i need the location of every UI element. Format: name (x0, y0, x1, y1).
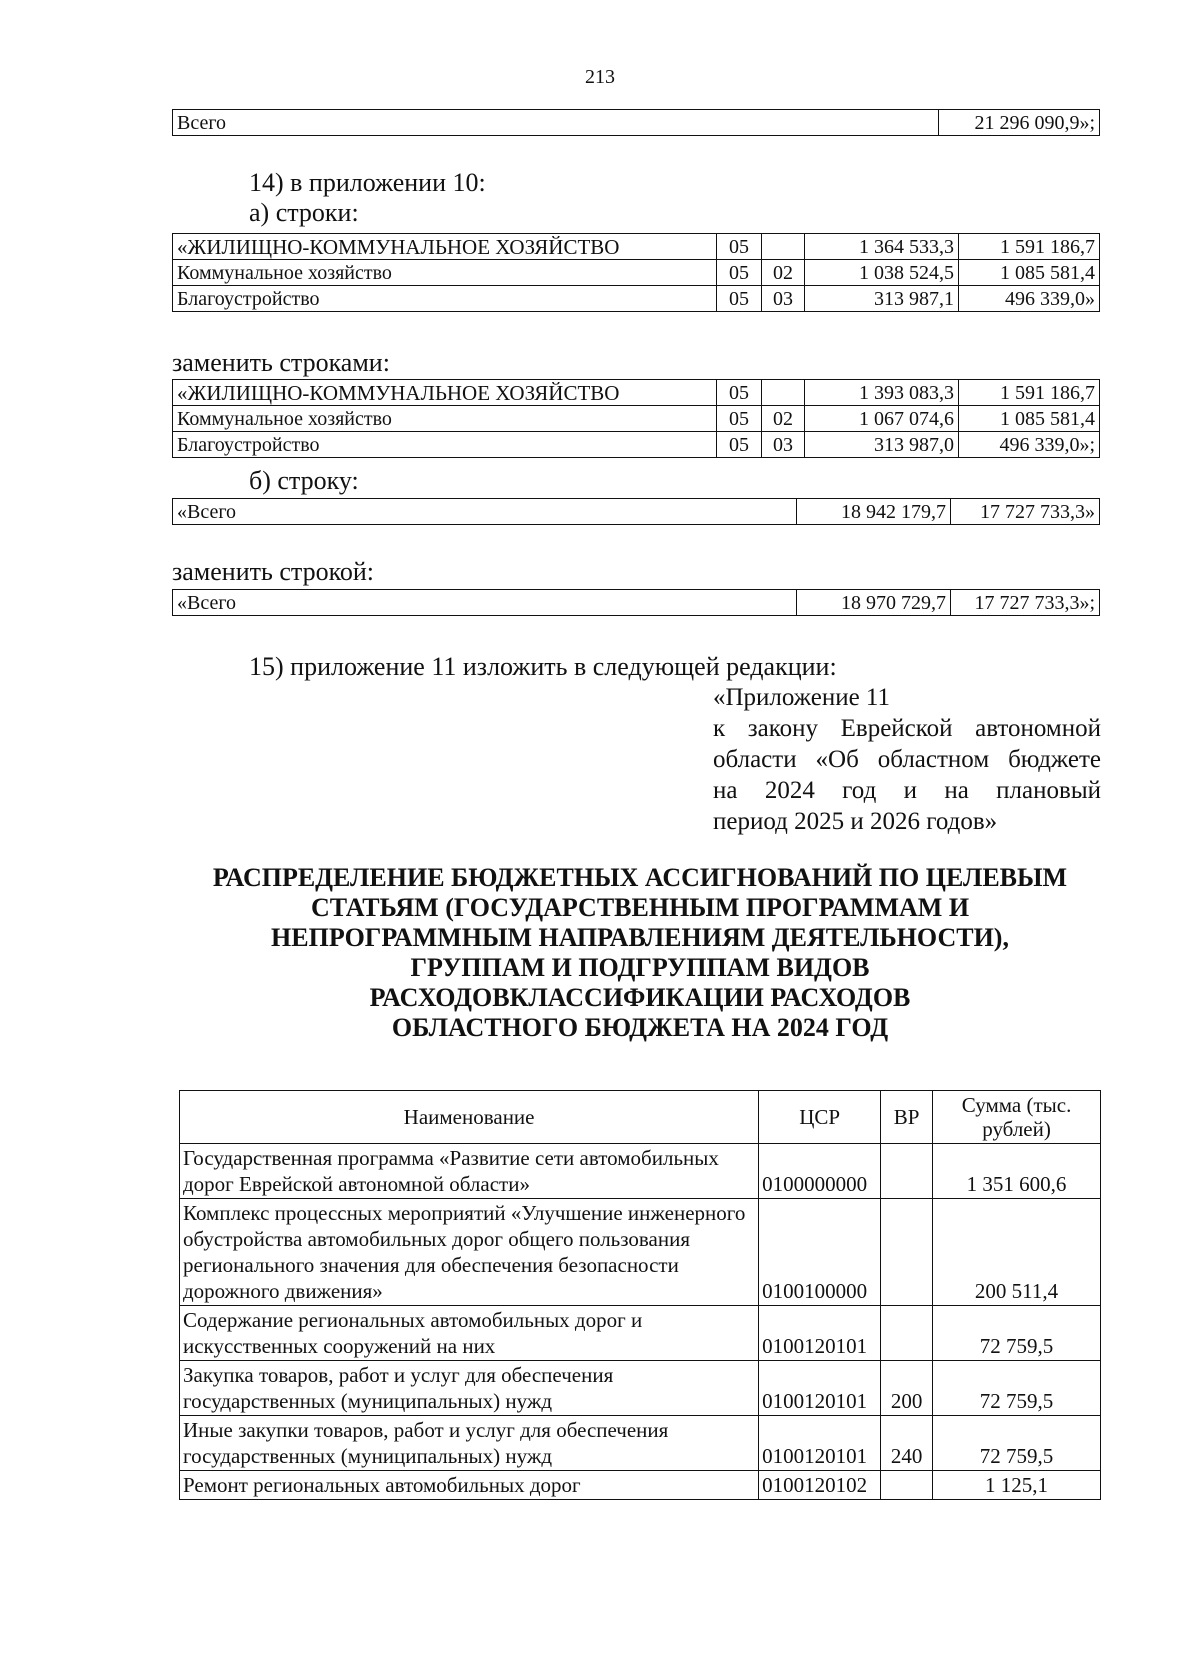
row-name: Комплекс процессных мероприятий «Улучшение инженерного обустройства автомобильных дорог общего пользования регионального значения для обеспечения безопасности дорожного движения» (180, 1199, 759, 1306)
row-pr (762, 234, 805, 260)
row-sum: 200 511,4 (933, 1199, 1101, 1306)
row-name: Коммунальное хозяйство (173, 260, 717, 286)
appendix-header (713, 682, 1101, 837)
row-name: Содержание региональных автомобильных дорог и искусственных сооружений на них (180, 1306, 759, 1361)
table-row (173, 499, 1100, 525)
total-v1: 18 942 179,7 (797, 499, 951, 525)
row-csr: 0100120101 (759, 1416, 881, 1471)
row-v1: 313 987,1 (805, 286, 959, 312)
row-v1: 1 364 533,3 (805, 234, 959, 260)
row-name: Благоустройство (173, 286, 717, 312)
replace-rows-label: заменить строками: (172, 348, 390, 377)
row-csr: 0100120102 (759, 1471, 881, 1500)
total-label: Всего (173, 110, 939, 136)
table-row (173, 590, 1100, 616)
row-v2: 1 085 581,4 (959, 260, 1100, 286)
appendix-line: к закону Еврейской автономной (713, 715, 1101, 742)
item-14-sub-b: б) строку: (249, 466, 359, 495)
row-v2: 1 591 186,7 (959, 234, 1100, 260)
row-vr (881, 1306, 933, 1361)
title-line: ГРУППАМ И ПОДГРУППАМ ВИДОВ (410, 953, 870, 982)
row-v1: 1 038 524,5 (805, 260, 959, 286)
row-name: «ЖИЛИЩНО-КОММУНАЛЬНОЕ ХОЗЯЙСТВО (173, 380, 717, 406)
row-sum: 1 125,1 (933, 1471, 1101, 1500)
row-name: Закупка товаров, работ и услуг для обеспечения государственных (муниципальных) нужд (180, 1361, 759, 1416)
row-csr: 0100000000 (759, 1144, 881, 1199)
row-rz: 05 (717, 286, 762, 312)
row-pr: 03 (762, 286, 805, 312)
row-vr (881, 1144, 933, 1199)
row-v1: 1 393 083,3 (805, 380, 959, 406)
row-rz: 05 (717, 432, 762, 458)
row-name: Ремонт региональных автомобильных дорог (180, 1471, 759, 1500)
row-v1: 313 987,0 (805, 432, 959, 458)
row-rz: 05 (717, 380, 762, 406)
appendix-line: на 2024 год и на плановый (713, 777, 1101, 804)
appendix-line: области «Об областном бюджете (713, 746, 1101, 773)
document-title (160, 863, 1120, 1043)
header-csr: ЦСР (759, 1091, 881, 1144)
row-vr: 200 (881, 1361, 933, 1416)
row-csr: 0100120101 (759, 1361, 881, 1416)
total-v1: 18 970 729,7 (797, 590, 951, 616)
table-row (180, 1199, 1101, 1306)
row-sum: 1 351 600,6 (933, 1144, 1101, 1199)
item-15-heading: 15) приложение 11 изложить в следующей редакции: (249, 652, 837, 681)
table-row (180, 1144, 1101, 1199)
header-vr: ВР (881, 1091, 933, 1144)
row-csr: 0100100000 (759, 1199, 881, 1306)
row-name: Государственная программа «Развитие сети автомобильных дорог Еврейской автономной области» (180, 1144, 759, 1199)
table-row (180, 1471, 1101, 1500)
table-row (173, 380, 1100, 406)
row-name: Иные закупки товаров, работ и услуг для обеспечения государственных (муниципальных) нужд (180, 1416, 759, 1471)
table-a-old (172, 233, 1100, 312)
row-pr (762, 380, 805, 406)
row-vr (881, 1199, 933, 1306)
table-row (173, 260, 1100, 286)
table-row (173, 286, 1100, 312)
title-line: СТАТЬЯМ (ГОСУДАРСТВЕННЫМ ПРОГРАММАМ И (310, 893, 970, 922)
table-row (180, 1306, 1101, 1361)
total-value: 21 296 090,9»; (939, 110, 1100, 136)
row-vr (881, 1471, 933, 1500)
table-b-new (172, 589, 1100, 616)
row-rz: 05 (717, 260, 762, 286)
allocation-table (179, 1090, 1101, 1500)
row-rz: 05 (717, 234, 762, 260)
row-v1: 1 067 074,6 (805, 406, 959, 432)
row-v2: 496 339,0»; (959, 432, 1100, 458)
page-number: 213 (585, 66, 615, 88)
total-v2: 17 727 733,3» (951, 499, 1100, 525)
row-csr: 0100120101 (759, 1306, 881, 1361)
total-table (172, 109, 1100, 136)
row-v2: 1 085 581,4 (959, 406, 1100, 432)
total-v2: 17 727 733,3»; (951, 590, 1100, 616)
row-sum: 72 759,5 (933, 1416, 1101, 1471)
appendix-line: «Приложение 11 (713, 684, 891, 711)
table-b-old (172, 498, 1100, 525)
item-14-heading: 14) в приложении 10: (249, 168, 486, 197)
row-v2: 1 591 186,7 (959, 380, 1100, 406)
table-row (180, 1361, 1101, 1416)
title-line: РАСПРЕДЕЛЕНИЕ БЮДЖЕТНЫХ АССИГНОВАНИЙ ПО ЦЕЛЕВЫМ (212, 863, 1068, 892)
title-line: НЕПРОГРАММНЫМ НАПРАВЛЕНИЯМ ДЕЯТЕЛЬНОСТИ), (271, 923, 1009, 952)
title-line: ОБЛАСТНОГО БЮДЖЕТА НА 2024 ГОД (391, 1013, 889, 1042)
item-14-sub-a: а) строки: (249, 198, 359, 227)
header-sum: Сумма (тыс. рублей) (933, 1091, 1101, 1144)
header-name: Наименование (180, 1091, 759, 1144)
title-line: РАСХОДОВКЛАССИФИКАЦИИ РАСХОДОВ (369, 983, 911, 1012)
row-vr: 240 (881, 1416, 933, 1471)
table-row (180, 1416, 1101, 1471)
appendix-line: период 2025 и 2026 годов» (713, 808, 998, 835)
row-sum: 72 759,5 (933, 1306, 1101, 1361)
row-name: Благоустройство (173, 432, 717, 458)
replace-row-label: заменить строкой: (172, 557, 375, 586)
table-row (173, 406, 1100, 432)
row-pr: 02 (762, 406, 805, 432)
row-pr: 03 (762, 432, 805, 458)
row-name: «ЖИЛИЩНО-КОММУНАЛЬНОЕ ХОЗЯЙСТВО (173, 234, 717, 260)
row-rz: 05 (717, 406, 762, 432)
table-header-row (180, 1091, 1101, 1144)
total-label: «Всего (173, 590, 797, 616)
row-v2: 496 339,0» (959, 286, 1100, 312)
row-sum: 72 759,5 (933, 1361, 1101, 1416)
table-row (173, 234, 1100, 260)
table-row (173, 432, 1100, 458)
row-pr: 02 (762, 260, 805, 286)
table-row (173, 110, 1100, 136)
row-name: Коммунальное хозяйство (173, 406, 717, 432)
table-a-new (172, 379, 1100, 458)
total-label: «Всего (173, 499, 797, 525)
